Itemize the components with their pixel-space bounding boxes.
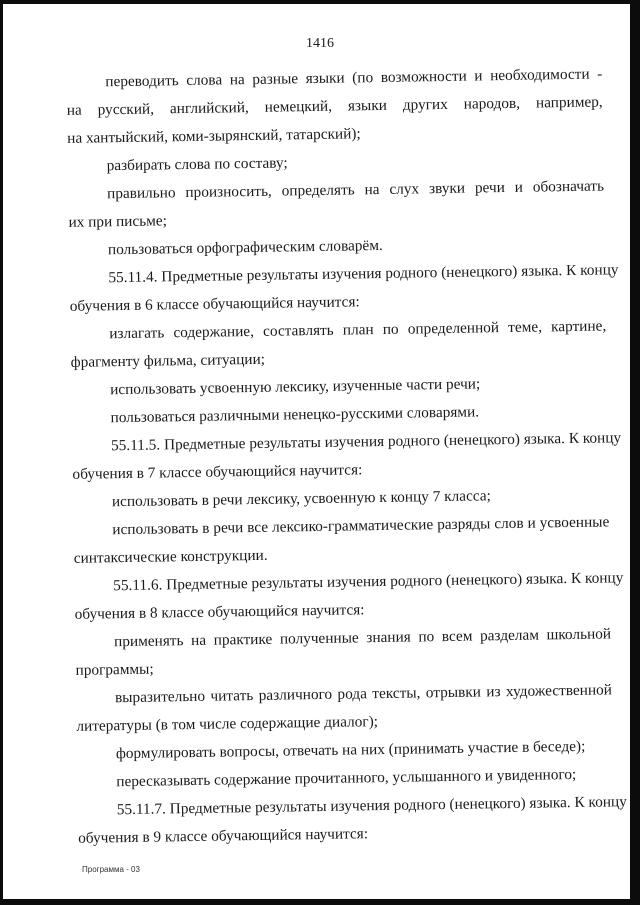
text-line: переводить слова на разные языки (по возможности и необходимости - xyxy=(105,65,603,91)
text-line: синтаксические конструкции. xyxy=(73,546,268,567)
section-heading-7: 55.11.5. Предметные результаты изучения родного (ненецкого) языка. К концу xyxy=(110,429,622,455)
text-line: формулировать вопросы, отвечать на них (принимать участие в беседе); xyxy=(115,737,586,763)
text-line: пользоваться орфографическим словарём. xyxy=(107,236,383,259)
scan-border-bottom xyxy=(0,899,640,905)
text-line: пересказывать содержание прочитанного, услышанного и увиденного; xyxy=(116,765,577,791)
text-line: на русский, английский, немецкий, языки других народов, например, xyxy=(66,93,603,119)
text-line: использовать усвоенную лексику, изученные части речи; xyxy=(110,375,481,399)
text-line: их при письме; xyxy=(68,212,168,231)
section-heading-8: 55.11.6. Предметные результаты изучения родного (ненецкого) языка. К концу xyxy=(113,569,624,595)
text-line: фрагменту фильма, ситуации; xyxy=(70,350,266,371)
text-line: программы; xyxy=(75,660,154,679)
section-heading-9: 55.11.7. Предметные результаты изучения родного (ненецкого) языка. К концу xyxy=(116,793,627,819)
scan-border-right xyxy=(630,0,640,905)
text-line: обучения в 8 классе обучающийся научится: xyxy=(74,601,365,623)
page-number: 1416 xyxy=(306,36,334,51)
text-line: на хантыйский, коми-зырянский, татарский); xyxy=(67,125,361,147)
text-line: использовать в речи все лексико-грамматические разряды слов и усвоенные xyxy=(112,513,610,539)
text-line: использовать в речи лексику, усвоенную к концу 7 класса; xyxy=(111,487,491,511)
text-line: правильно произносить, определять на слух звуки речи и обозначать xyxy=(106,177,605,203)
text-line: пользоваться различными ненецко-русскими словарями. xyxy=(110,403,480,427)
text-line: излагать содержание, составлять план по определенной теме, картине, xyxy=(109,317,607,343)
scan-border-left xyxy=(0,0,3,905)
scan-border-top xyxy=(0,0,640,4)
text-line: обучения в 9 классе обучающийся научится: xyxy=(78,825,369,847)
text-line: обучения в 7 классе обучающийся научится: xyxy=(72,461,363,483)
text-line: литературы (в том числе содержащие диалог); xyxy=(76,713,379,735)
text-line: обучения в 6 классе обучающийся научится: xyxy=(69,293,360,315)
text-line: применять на практике полученные знания по всем разделам школьной xyxy=(113,625,612,651)
document-body xyxy=(0,53,640,847)
section-heading-6: 55.11.4. Предметные результаты изучения родного (ненецкого) языка. К концу xyxy=(108,261,619,287)
footer-label: Программа - 03 xyxy=(82,865,140,874)
text-line: выразительно читать различного рода тексты, отрывки из художественной xyxy=(114,681,613,707)
text-line: разбирать слова по составу; xyxy=(106,154,288,175)
